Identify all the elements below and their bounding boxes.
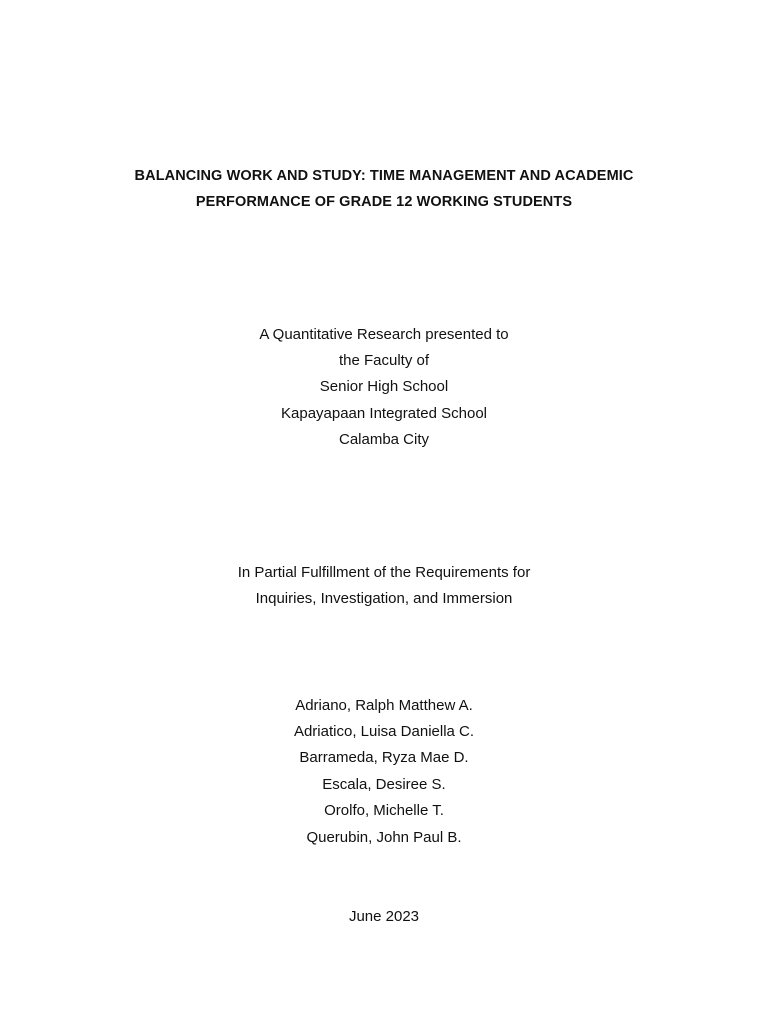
fulfillment-line: In Partial Fulfillment of the Requirements for <box>237 564 531 581</box>
title-line-1: BALANCING WORK AND STUDY: TIME MANAGEMENT AND ACADEMIC <box>134 168 634 184</box>
author-name: Barrameda, Ryza Mae D. <box>299 749 469 766</box>
author-name: Escala, Desiree S. <box>322 776 446 793</box>
presentation-line: Calamba City <box>338 431 430 448</box>
presentation-line: Senior High School <box>319 378 449 395</box>
author-name: Orolfo, Michelle T. <box>324 802 444 819</box>
presentation-line: the Faculty of <box>338 352 430 369</box>
submission-date: June 2023 <box>348 908 420 925</box>
fulfillment-line: Inquiries, Investigation, and Immersion <box>255 590 513 607</box>
title-line-2: PERFORMANCE OF GRADE 12 WORKING STUDENTS <box>195 194 573 210</box>
author-name: Adriano, Ralph Matthew A. <box>295 697 473 714</box>
presentation-line: Kapayapaan Integrated School <box>281 405 487 422</box>
author-name: Adriatico, Luisa Daniella C. <box>293 723 475 740</box>
author-name: Querubin, John Paul B. <box>306 829 462 846</box>
presentation-line: A Quantitative Research presented to <box>259 326 509 343</box>
